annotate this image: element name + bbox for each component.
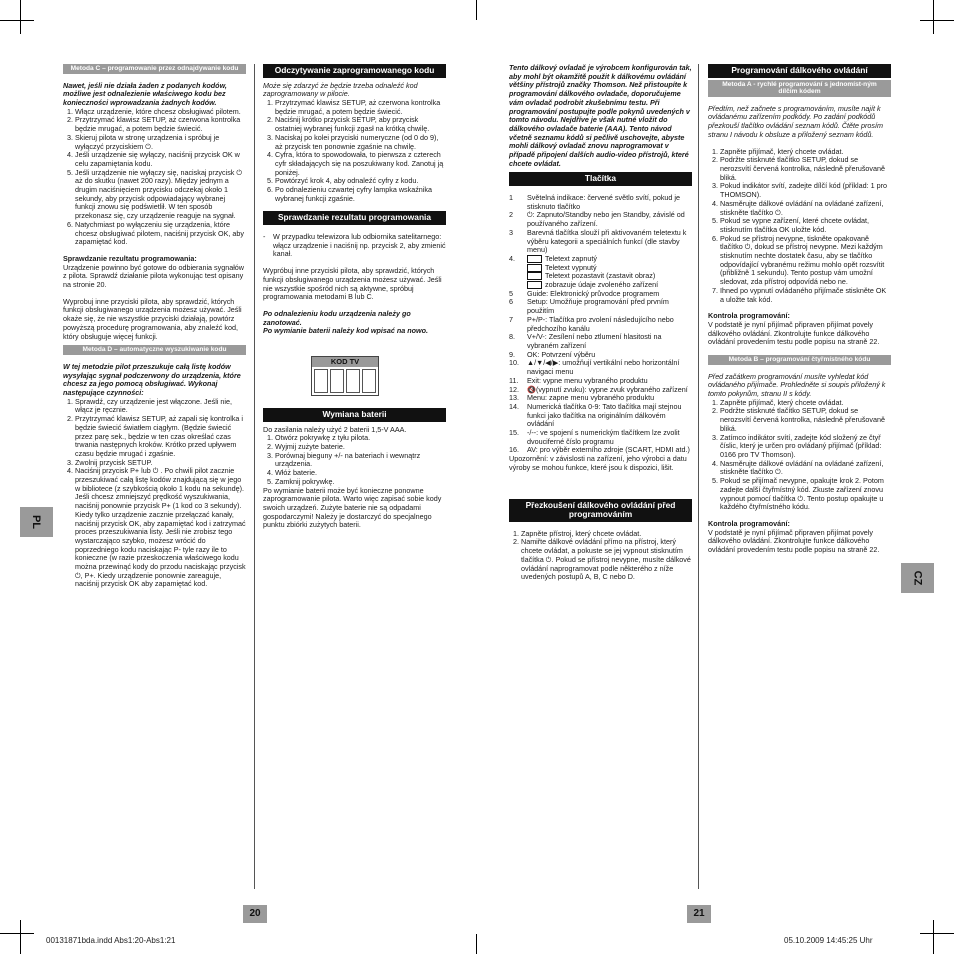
row-number: 3 <box>509 227 513 237</box>
battery-intro: Do zasilania należy użyć 2 baterii 1,5-V AAA. <box>263 424 407 434</box>
column-divider <box>254 64 255 889</box>
check-title: Sprawdzanie rezultatu programowania: <box>63 253 197 263</box>
list-item: 6. Po odnalezieniu czwartej cyfry lampka wskaźnika wybranej funkcji zgaśnie. <box>275 186 446 203</box>
battery-paragraph: Po wymianie baterii może być konieczne ponowne zaprogramowanie pilota. Warto więc zapisać sobie kody swoich urządzeń. Zużyte baterie nie są odpadami gospodarczymi! Należy je dostarczyć do specjalnego punktu zbiórki zużytych baterii. <box>263 485 442 530</box>
list-item: 1. Otwórz pokrywkę z tyłu pilota. <box>275 434 446 443</box>
kod-tv-cells <box>312 367 378 395</box>
row-number <box>509 272 527 281</box>
list-item: 3. Porównaj bieguny +/- na bateriach i wewnątrz urządzenia. <box>275 452 446 469</box>
read-code-intro: Może się zdarzyć że będzie trzeba odnaleźć kod zaprogramowany w pilocie. <box>263 80 418 99</box>
test-steps <box>509 530 692 582</box>
row-text: V+/V-: Zesílení nebo ztlumení hlasitosti na vybraném zařízení <box>527 332 662 350</box>
check-text: Urządzenie powinno być gotowe do odbierania sygnałów z pilota. Sprawdź działanie pilota wykonując test opisany na stronie 20. <box>63 262 245 290</box>
button-description-row <box>509 359 692 376</box>
crop-mark <box>476 934 477 954</box>
note-after-battery: Po wymianie baterii należy kod wpisać na nowo. <box>263 326 428 336</box>
row-number: 13. <box>509 393 519 403</box>
list-item: 5. Jeśli urządzenie nie wyłączy się, naciskaj przycisk ⏻ aż do skutku (nawet 200 razy). Między jednym a drugim naciśnięciem przycisku odczekaj około 1 sekundy, aby przycisk odpowiadający wybranej funkcji znowu się podświetlił. W ten sposób przekonasz się, czy urządzenie reaguje na sygnał. <box>75 169 246 221</box>
row-text: Exit: vypne menu vybraného produktu <box>527 375 648 385</box>
list-item: 1. Zapněte přijímač, který chcete ovládat. <box>720 148 891 157</box>
row-number: 2 <box>509 210 513 220</box>
crop-mark <box>0 20 34 21</box>
list-item: 1. Włącz urządzenie, które chcesz obsługiwać pilotem. <box>75 108 246 117</box>
row-number: 11. <box>509 375 519 385</box>
paragraph: Wypróbuj inne przyciski pilota, aby sprawdzić, których funkcji obsługiwanego urządzenia możesz używać. Jeśli nie wszystkie spośród nich są aktywne, spróbuj programowania metodami B lub C. <box>263 266 442 302</box>
section-heading-programming: Programování dálkového ovládání <box>708 64 891 78</box>
language-tab-pl: PL <box>20 507 53 537</box>
list-item: 2. Przytrzymać klawisz SETUP, aż czerwona kontrolka będzie mrugać, a potem będzie świecić. <box>75 116 246 133</box>
button-description-row <box>509 429 692 446</box>
footer-file-info: 00131871bda.indd Abs1:20-Abs1:21 <box>46 936 176 945</box>
method-c-steps <box>63 108 246 247</box>
list-item: 2. Przytrzymać klawisz SETUP, aż zapali się kontrolka i będzie świecić światłem ciągłym. (Będzie świecić przez parę sek., będzie w ten czas określać czas trwania następnych kroków. Krótko przed upływem czasu będzie mrugać i zgaśnie. <box>75 415 246 459</box>
list-item: 2. Podržte stisknuté tlačítko SETUP, dokud se nerozsvítí červená kontrolka, následně přerušovaně bliká. <box>720 407 891 433</box>
button-description-row <box>509 211 692 228</box>
list-item: 1. Przytrzymać klawisz SETUP, aż czerwona kontrolka będzie mrugać, a potem będzie świecić. <box>275 99 446 116</box>
section-heading-buttons: Tlačítka <box>509 172 692 186</box>
button-description-row <box>509 333 692 350</box>
list-item: 4. Cyfra, która to spowodowała, to pierwsza z czterech cyfr składających się na poszukiwany kod. Zanotuj ją poniżej. <box>275 151 446 177</box>
list-item: 1. Sprawdź, czy urządzenie jest włączone. Jeśli nie, włącz je ręcznie. <box>75 398 246 415</box>
button-description-row <box>509 298 692 315</box>
method-c-intro: Nawet, jeśli nie działa żaden z podanych kodów, możliwe jest odnalezienie właściwego kodu bez konieczności wprowadzania żadnych kodów. <box>63 80 227 107</box>
list-item: 3. Pokud indikátor svítí, zadejte dílčí kód (příklad: 1 pro THOMSON). <box>720 182 891 199</box>
row-number: 12. <box>509 384 519 394</box>
list-item: 3. Zatímco indikátor svítí, zadejte kód složený ze čtyř číslic, který je určen pro ovládaný přijímač (příklad: 0166 pro TV Thomson). <box>720 434 891 460</box>
list-item: 4. Jeśli urządzenie się wyłączy, naciśnij przycisk OK w celu zapamiętania kodu. <box>75 151 246 168</box>
button-description-row <box>509 403 692 429</box>
list-item: 2. Podržte stisknuté tlačítko SETUP, dokud se nerozsvítí červená kontrolka, následně přerušovaně bliká. <box>720 156 891 182</box>
method-d-intro: W tej metodzie pilot przeszukuje całą listę kodów wysyłając sygnał podczerwony do urządzenia, które chcesz za jego pomocą obsługiwać. Wykonaj następujące czynności: <box>63 361 241 397</box>
row-number: 4. <box>509 253 515 263</box>
page-number-right: 21 <box>687 905 711 923</box>
crop-mark <box>920 20 954 21</box>
row-text: AV: pro výběr externího zdroje (SCART, HDMI atd.) <box>527 445 690 455</box>
row-text: ⏻: Zapnuto/Standby nebo jen Standby, závislé od používaného zařízení. <box>527 210 685 229</box>
buttons-list <box>509 194 692 455</box>
row-number: 8. <box>509 332 515 342</box>
section-heading-check-result: Sprawdzanie rezultatu programowania <box>263 211 446 225</box>
column-4 <box>708 64 891 555</box>
row-text: Barevná tlačítka slouží při aktivovaném teletextu k výběru kategorii a speciálních funkcí (dle stavby menu) <box>527 227 687 255</box>
list-item: 2. Wyjmij zużyte baterie. <box>275 443 446 452</box>
column-3 <box>509 64 692 582</box>
section-heading-method-c: Metoda C – programowanie przez odnajdywanie kodu <box>63 64 246 74</box>
button-description-row <box>509 255 692 264</box>
buttons-note: Upozornění: v závislosti na zařízení, jeho výrobci a datu výroby se mohou funkce, které jsou k dispozici, lišit. <box>509 454 687 472</box>
list-item: 5. Pokud se vypne zařízení, které chcete ovládat, stisknutím tlačítka OK uložte kód. <box>720 217 891 234</box>
note-write-code: Po odnalezieniu kodu urządzenia należy go zanotować. <box>263 308 411 327</box>
crop-mark <box>20 920 21 954</box>
row-text: Teletext pozastavit (zastavit obraz) <box>527 272 692 281</box>
crop-mark <box>0 933 34 934</box>
row-text: zobrazuje údaje zvoleného zařízení <box>527 281 692 290</box>
kod-tv-label: KOD TV <box>312 357 378 367</box>
intro-paragraph: Tento dálkový ovladač je výrobcem konfigurován tak, aby mohl být okamžitě použit k dálkovému ovládání většiny přístrojů značky Thomson. Než přistoupíte k programování dálkového ovladače, doporučujeme vám ovladač podrobit zkušebnímu testu. Při programování postupujte podle pokynů uvedených v tomto návodu. Nejdříve je však nutné vložit do dálkového ovladače baterie (AAA). Tento návod včetně seznamu kódů si pečlivě uschovejte, abyste mohli dálkový ovladač znovu naprogramovat v případě připojení dalších audio-video přístrojů, které chcete ovládat. <box>509 63 692 168</box>
row-text: Menu: zapne menu vybraného produktu <box>527 393 655 403</box>
method-a-steps <box>708 148 891 305</box>
list-item: 1. Zapněte přijímač, který chcete ovládat. <box>720 399 891 408</box>
row-number: 9. <box>509 349 515 359</box>
row-number: 16. <box>509 445 519 455</box>
row-text: Numerická tlačítka 0-9: Tato tlačítka mají stejnou funkci jako tlačítka na originálním dálkovém ovládání <box>527 401 682 429</box>
row-number: 1 <box>509 193 513 203</box>
section-heading-method-a: Metoda A - rychlé programování s jednomíst-ným dílčím kódem <box>708 80 891 97</box>
crop-mark <box>933 920 934 954</box>
row-text: Setup: Umožňuje programování před prvním použitím <box>527 297 669 316</box>
bullet-item: - W przypadku telewizora lub odbiornika satelitarnego: włącz urządzenie i naciśnij np. przycisk 2, aby zmienić kanał. <box>263 232 446 259</box>
list-item: 2. Naciśnij krótko przycisk SETUP, aby przycisk ostatniej wybranej funkcji zgasł na krótką chwilę. <box>275 116 446 133</box>
list-item: 4. Nasměrujte dálkové ovládání na ovládané zařízení, stiskněte tlačítko ⏻. <box>720 460 891 477</box>
read-code-steps <box>263 99 446 203</box>
button-description-row <box>509 316 692 333</box>
row-text: P+/P-: Tlačítka pro zvolení následujícího nebo předchozího kanálu <box>527 314 674 333</box>
row-text: Světelná indikace: červené světlo svítí, pokud je stisknuto tlačítko <box>527 193 681 211</box>
teletext-icon <box>527 264 542 272</box>
list-item: 4. Włóż baterie. <box>275 469 446 478</box>
kod-tv-box <box>311 356 379 396</box>
footer-timestamp: 05.10.2009 14:45:25 Uhr <box>784 936 873 945</box>
column-divider <box>698 64 699 889</box>
crop-mark <box>920 933 954 934</box>
row-text: Guide: Elektronický průvodce programem <box>527 288 660 298</box>
row-number <box>509 264 527 273</box>
row-text: 🔇(vypnutí zvuku): vypne zvuk vybraného zařízení <box>527 384 688 394</box>
row-number: 10. <box>509 358 519 368</box>
list-item: 5. Powtórzyć krok 4, aby odnaleźć cyfry z kodu. <box>275 177 446 186</box>
method-a-intro: Předtím, než začnete s programováním, musíte najít k ovládanému zařízením podkódy. Po zadání podkódů přezkouší tlačítko ovládání seznam kódů. Čtěte prosím stranu I návodu k obsluze a přiložený seznam kódů. <box>708 103 883 139</box>
check-text: V podstatě je nyní přijímač připraven přijímat povely dálkového ovládání. Zkontrolujte funkce dálkového ovládání provedením testu podle popisu na straně 22. <box>708 319 880 347</box>
list-item: 6. Pokud se přístroj nevypne, tiskněte opakovaně tlačítko ⏻, dokud se přístroj nevypne. Mezi každým stisknutím nechte dostatek času, aby se tlačítko odpovídající vybranému režimu mohlo opět rozsvítit (přibližně 1 sekundu). Tento postup vám umožní sledovat, zda přístroj odpovídá nebo ne. <box>720 235 891 287</box>
method-b-intro: Před začátkem programování musíte vyhledat kód ovládaného přijímače. Prohledněte si soupis přiložený k tomto pokynům, stranu II s kódy. <box>708 371 886 399</box>
list-item: 3. Naciskaj po kolei przyciski numeryczne (od 0 do 9), aż przycisk ten ponownie zgaśnie na chwilę. <box>275 134 446 151</box>
list-item: 1. Zapněte přístroj, který chcete ovládat. <box>521 530 692 539</box>
teletext-icon <box>527 255 542 263</box>
crop-mark <box>933 0 934 34</box>
check-text: V podstatě je nyní přijímač připraven přijímat povely dálkového ovládání. Zkontrolujte funkce dálkového ovládání provedením testu podle popisu na straně 22. <box>708 527 880 555</box>
section-heading-battery: Wymiana baterii <box>263 408 446 422</box>
row-number: 5 <box>509 288 513 298</box>
check-title: Kontrola programování: <box>708 311 790 321</box>
section-heading-method-b: Metoda B – programování čtyřmístného kódu <box>708 355 891 365</box>
list-item: 7. Ihned po vypnutí ovládaného přijímače stiskněte OK a uložte tak kód. <box>720 287 891 304</box>
list-item: 5. Zamknij pokrywkę. <box>275 478 446 487</box>
list-item: 6. Natychmiast po wyłączeniu się urządzenia, które chcesz obsługiwać pilotem, naciśnij przycisk OK, aby zapamiętać kod. <box>75 221 246 247</box>
list-item: 3. Zwolnij przycisk SETUP. <box>75 459 246 468</box>
list-item: 5. Pokud se přijímač nevypne, opakujte krok 2. Potom zadejte další čtyřmístný kód. Zkuste zařízení znovu vypnout pomocí tlačítka ⏻. Tento postup opakujte u každého čtyřmístného kódu. <box>720 477 891 512</box>
method-b-steps <box>708 399 891 512</box>
check-title: Kontrola programování: <box>708 518 790 528</box>
list-item: 4. Naciśnij przycisk P+ lub ⏻ . Po chwili pilot zacznie przeszukiwać całą listę kodów znajdującą się w jego w bibliotece (z szybkością około 1 kodu na sekundę). Jeśli chcesz zmniejszyć prędkość wyszukiwania, naciśnij ponownie przycisk P+ (1 kod co 3 sekundy). Kiedy tylko urządzenie zacznie przełączać kanały, naciśnij przycisk OK, aby zapamiętać kod i zatrzymać proces przeszukiwania listy. Jeśli nie zrobisz tego wystarczająco szybko, możesz wrócić do poprzedniego kodu naciskając P- tyle razy ile to konieczne (w razie przeskoczenia właściwego kodu można przewinąć kody do przodu naciskając przycisk ⏻, P+. Kiedy urządzenie ponownie zareaguje, naciśnij przycisk OK aby zapamiętać kod. <box>75 467 246 589</box>
row-number: 14. <box>509 401 519 411</box>
column-2 <box>263 64 446 530</box>
button-description-row <box>509 229 692 255</box>
language-tab-cz: CZ <box>901 563 934 593</box>
page-number-left: 20 <box>243 905 267 923</box>
column-1 <box>63 64 246 589</box>
section-heading-test: Přezkoušení dálkového ovládání před programováním <box>509 499 692 522</box>
row-number: 7 <box>509 314 513 324</box>
paragraph: Wyprobuj inne przyciski pilota, aby sprawdzić, których funkcji obsługiwanego urządzenia możesz używać. Jeśli okaże się, że nie wszystkie przyciski działają, powtórz powyższą procedurę programowania, aby znaleźć kod, który obsługuje więcej funkcji. <box>63 296 242 341</box>
section-heading-read-code: Odczytywanie zaprogramowanego kodu <box>263 64 446 78</box>
list-item: 3. Skieruj pilota w stronę urządzenia i spróbuj je wyłączyć przyciskiem ⏻. <box>75 134 246 151</box>
button-description-row <box>509 194 692 211</box>
row-text: ▲/▼/◀/▶: umožňují vertikální nebo horizontální navigaci menu <box>527 358 680 377</box>
method-d-steps <box>63 398 246 589</box>
row-text: OK: Potvrzení výběru <box>527 349 596 359</box>
teletext-icon <box>527 272 542 280</box>
row-text: -/--: ve spojení s numerickým tlačítkem lze zvolit dvouciferné číslo programu <box>527 428 680 446</box>
row-number: 6 <box>509 297 513 307</box>
row-text: Teletext vypnutý <box>527 264 692 273</box>
row-text: Teletext zapnutý <box>527 255 692 264</box>
row-number: 15. <box>509 428 519 438</box>
teletext-icon <box>527 281 542 289</box>
battery-steps <box>263 434 446 486</box>
list-item: 2. Namiřte dálkové ovládání přímo na přístroj, který chcete ovládat, a pokuste se jej vypnout stisknutím tlačítka ⏻. Pokud se přístroj nevypne, musíte dálkové ovládání naprogramovat podle některého z níže uvedených postupů A, B, C nebo D. <box>521 538 692 582</box>
crop-mark <box>476 0 477 20</box>
list-item: 4. Nasměrujte dálkové ovládání na ovládané zařízení, stiskněte tlačítko ⏻. <box>720 200 891 217</box>
section-heading-method-d: Metoda D – automatyczne wyszukiwanie kodu <box>63 345 246 355</box>
crop-mark <box>20 0 21 34</box>
